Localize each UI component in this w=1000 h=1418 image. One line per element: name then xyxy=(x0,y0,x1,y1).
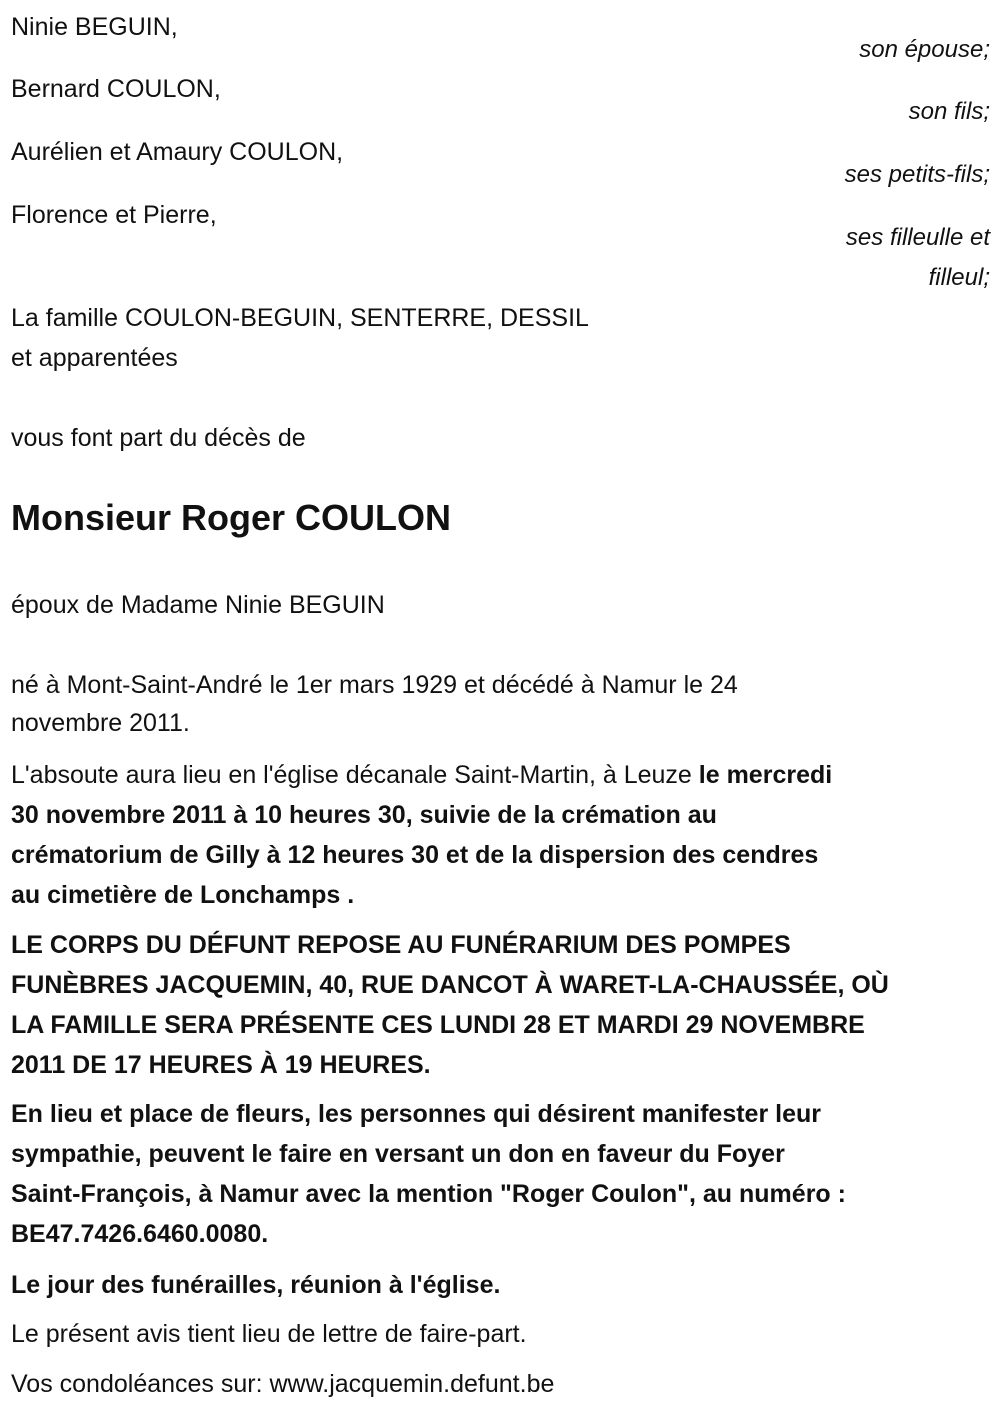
text-line: LA FAMILLE SERA PRÉSENTE CES LUNDI 28 ET MARDI 29 NOVEMBRE xyxy=(11,1011,865,1039)
family-name-2: Bernard COULON, xyxy=(11,75,221,103)
condolences-text: Vos condoléances sur: www.jacquemin.defunt.be xyxy=(11,1370,555,1398)
family-name-4: Florence et Pierre, xyxy=(11,201,217,229)
relation-4-line: ses filleulle et xyxy=(845,224,990,251)
ceremony-text: L'absoute aura lieu en l'église décanale Saint-Martin, à Leuze xyxy=(11,761,699,789)
relation-1: son épouse; xyxy=(859,36,990,63)
birth-death xyxy=(11,666,991,742)
text-line: crématorium de Gilly à 12 heures 30 et de la dispersion des cendres xyxy=(11,841,819,869)
ceremony xyxy=(11,755,991,915)
text-line: LE CORPS DU DÉFUNT REPOSE AU FUNÉRARIUM DES POMPES xyxy=(11,931,791,959)
family-other xyxy=(11,298,991,378)
text-line: 30 novembre 2011 à 10 heures 30, suivie de la crémation au xyxy=(11,801,717,829)
family-name-1: Ninie BEGUIN, xyxy=(11,13,178,41)
relation-4 xyxy=(846,218,990,298)
ceremony-date: le mercredi xyxy=(698,761,833,789)
funerarium xyxy=(11,925,991,1085)
relation-4-line: filleul; xyxy=(928,264,990,291)
text-line: et apparentées xyxy=(11,344,178,372)
deceased-name: Monsieur Roger COULON xyxy=(11,497,452,538)
text-line: FUNÈBRES JACQUEMIN, 40, RUE DANCOT À WARET-LA-CHAUSSÉE, OÙ xyxy=(11,971,889,999)
family-name-3: Aurélien et Amaury COULON, xyxy=(11,138,344,166)
text-line: En lieu et place de fleurs, les personnes qui désirent manifester leur xyxy=(11,1100,821,1128)
announce-text: vous font part du décès de xyxy=(11,424,306,452)
text-line: né à Mont-Saint-André le 1er mars 1929 et décédé à Namur le 24 xyxy=(11,671,738,699)
text-line: sympathie, peuvent le faire en versant un don en faveur du Foyer xyxy=(11,1140,785,1168)
text-line: 2011 DE 17 HEURES À 19 HEURES. xyxy=(11,1051,431,1079)
text-line: BE47.7426.6460.0080. xyxy=(11,1220,269,1248)
notice-text: Le présent avis tient lieu de lettre de faire-part. xyxy=(11,1320,527,1348)
meeting-text: Le jour des funérailles, réunion à l'église. xyxy=(11,1271,501,1299)
spouse-text: époux de Madame Ninie BEGUIN xyxy=(11,591,385,619)
text-line: La famille COULON-BEGUIN, SENTERRE, DESSIL xyxy=(11,304,589,332)
relation-2: son fils; xyxy=(908,98,990,125)
text-line: novembre 2011. xyxy=(11,709,190,737)
donation xyxy=(11,1094,991,1254)
text-line: au cimetière de Lonchamps . xyxy=(11,881,355,909)
text-line: Saint-François, à Namur avec la mention "Roger Coulon", au numéro : xyxy=(11,1180,846,1208)
relation-3: ses petits-fils; xyxy=(844,161,990,188)
